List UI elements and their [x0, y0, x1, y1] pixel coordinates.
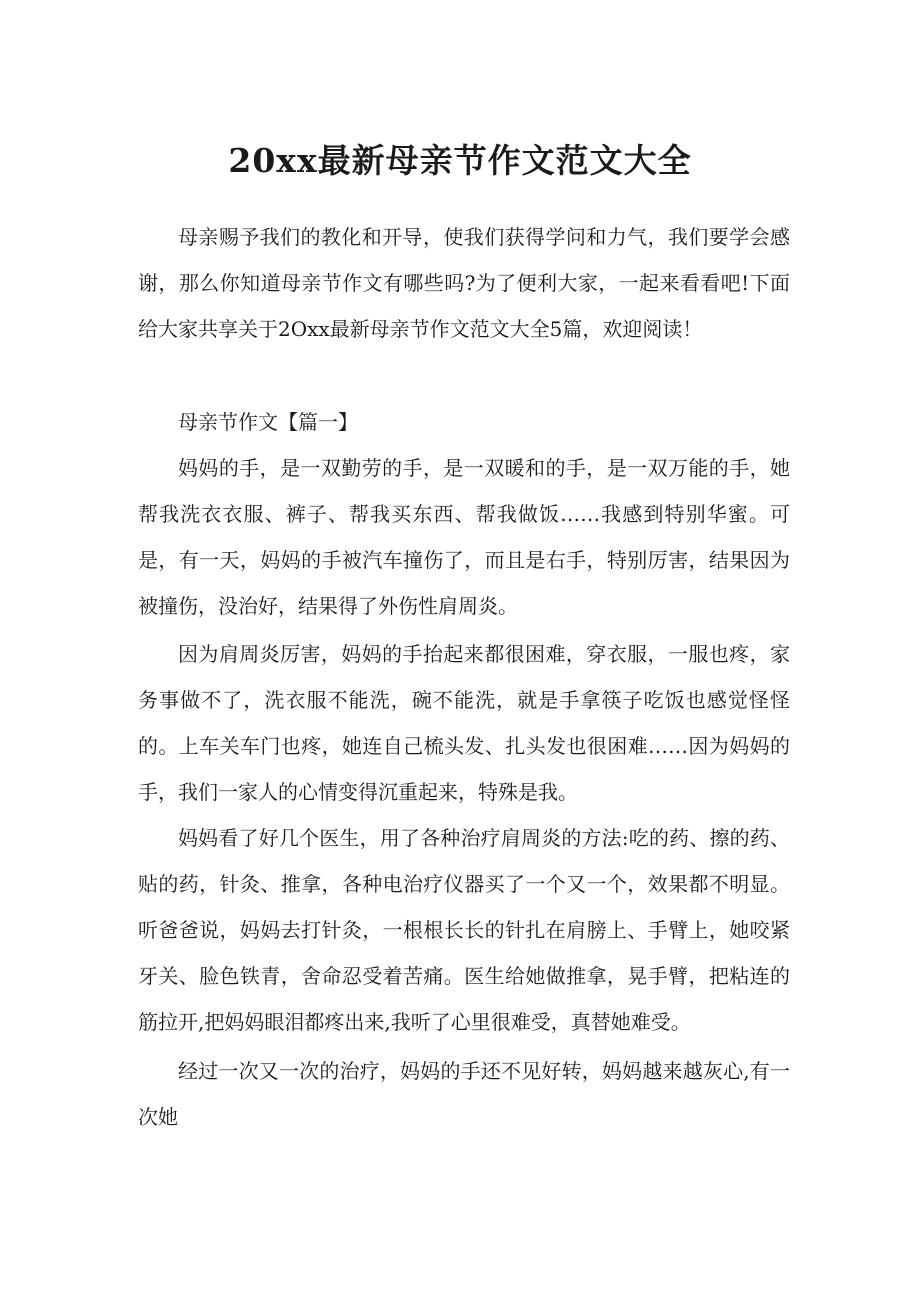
body-paragraph-1: 妈妈的手，是一双勤劳的手，是一双暖和的手，是一双万能的手，她帮我洗衣衣服、裤子、帮我买东西、帮我做饭……我感到特别华蜜。可是，有一天，妈妈的手被汽车撞伤了，而且是右手，特别厉害，结果因为被撞伤，没治好，结果得了外伤性肩周炎。 [138, 456, 790, 618]
body-paragraph-2: 因为肩周炎厉害，妈妈的手抬起来都很困难，穿衣服，一服也疼，家务事做不了，洗衣服不能洗，碗不能洗，就是手拿筷子吃饭也感觉怪怪的。上车关车门也疼，她连自己梳头发、扎头发也很困难……因为妈妈的手，我们一家人的心情变得沉重起来，特殊是我。 [138, 642, 790, 804]
section-heading: 母亲节作文【篇一】 [178, 410, 358, 434]
intro-paragraph: 母亲赐予我们的教化和开导，使我们获得学问和力气，我们要学会感谢，那么你知道母亲节作文有哪些吗?为了便利大家，一起来看看吧!下面给大家共享关于2Oxx最新母亲节作文范文大全5篇，欢迎阅读！ [138, 225, 790, 341]
body-paragraph-3: 妈妈看了好几个医生，用了各种治疗肩周炎的方法:吃的药、擦的药、贴的药，针灸、推拿，各种电治疗仪器买了一个又一个，效果都不明显。听爸爸说，妈妈去打针灸，一根根长长的针扎在肩膀上、手臂上，她咬紧牙关、脸色铁青，舍命忍受着苦痛。医生给她做推拿，晃手臂，把粘连的筋拉开,把妈妈眼泪都疼出来,我听了心里很难受，真替她难受。 [138, 826, 790, 1034]
document-title: 20xx最新母亲节作文范文大全 [228, 141, 692, 180]
body-paragraph-4: 经过一次又一次的治疗，妈妈的手还不见好转，妈妈越来越灰心,有一次她 [138, 1059, 790, 1129]
